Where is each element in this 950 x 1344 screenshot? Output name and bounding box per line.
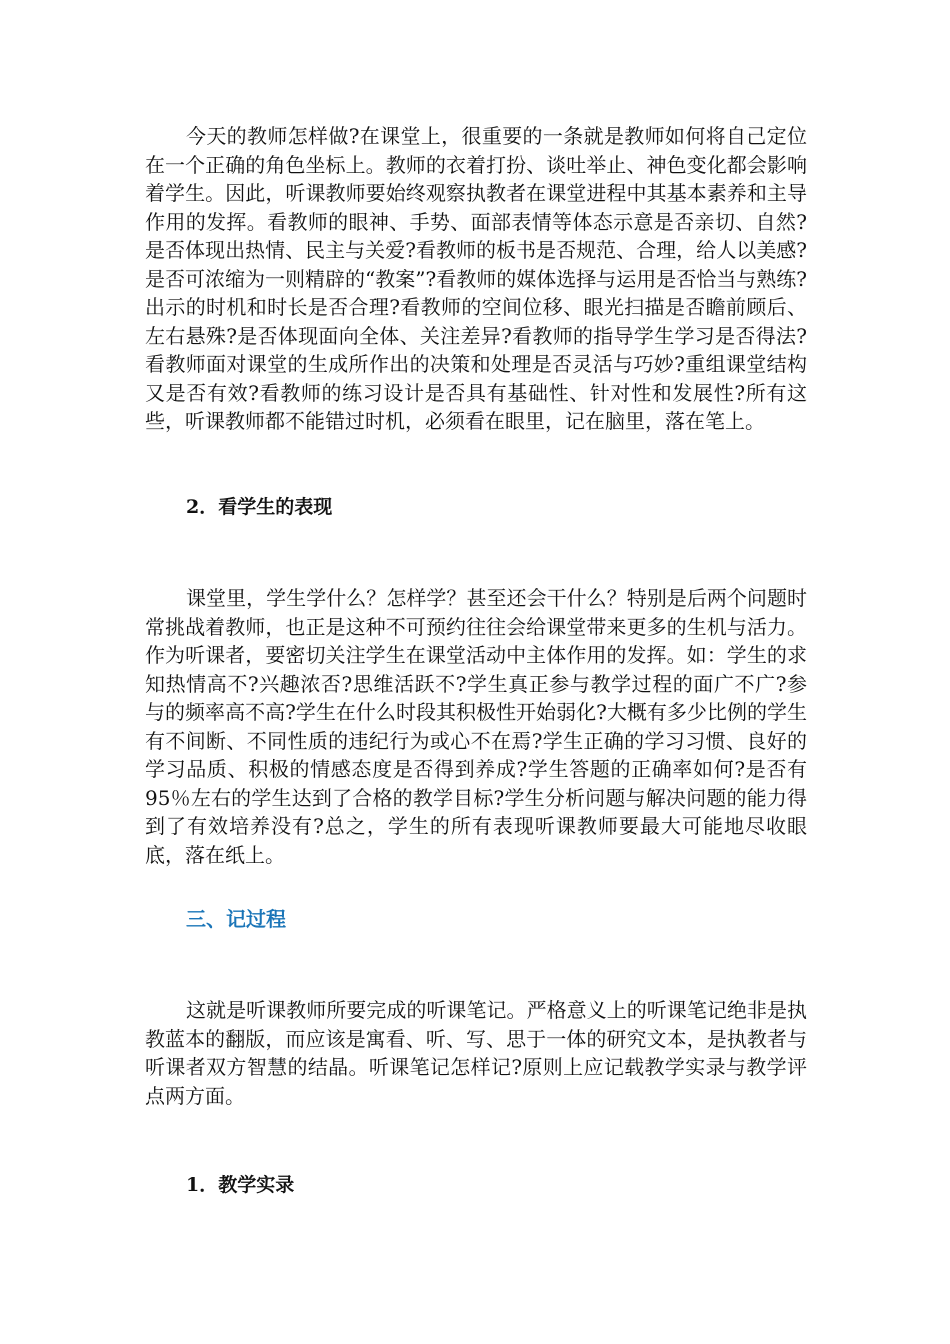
- paragraph-lecture-notes: 这就是听课教师所要完成的听课笔记。严格意义上的听课笔记绝非是执教蓝本的翻版，而应该是寓看、听、写、思于一体的研究文本，是执教者与听课者双方智慧的结晶。听课笔记怎样记?原则上应记载教学实录与教学评点两方面。: [145, 998, 807, 1108]
- section-heading-record-process: 三、记过程: [186, 907, 286, 931]
- subheading-teaching-record: 1．教学实录: [186, 1174, 295, 1196]
- paragraph-teacher-observation: 今天的教师怎样做?在课堂上，很重要的一条就是教师如何将自己定位在一个正确的角色坐标上。教师的衣着打扮、谈吐举止、神色变化都会影响着学生。因此，听课教师要始终观察执教者在课堂进程中其基本素养和主导作用的发挥。看教师的眼神、手势、面部表情等体态示意是否亲切、自然?是否体现出热情、民主与关爱?看教师的板书是否规范、合理，给人以美感?是否可浓缩为一则精辟的“教案”?看教师的媒体选择与运用是否恰当与熟练?出示的时机和时长是否合理?看教师的空间位移、眼光扫描是否瞻前顾后、左右悬殊?是否体现面向全体、关注差异?看教师的指导学生学习是否得法?看教师面对课堂的生成所作出的决策和处理是否灵活与巧妙?重组课堂结构又是否有效?看教师的练习设计是否具有基础性、针对性和发展性?所有这些，听课教师都不能错过时机，必须看在眼里，记在脑里，落在笔上。: [145, 124, 807, 433]
- subheading-student-performance: 2．看学生的表现: [186, 496, 333, 518]
- paragraph-student-observation: 课堂里，学生学什么？怎样学？甚至还会干什么？特别是后两个问题时常挑战着教师，也正是这种不可预约往往会给课堂带来更多的生机与活力。作为听课者，要密切关注学生在课堂活动中主体作用的发挥。如：学生的求知热情高不?兴趣浓否?思维活跃不?学生真正参与教学过程的面广不广?参与的频率高不高?学生在什么时段其积极性开始弱化?大概有多少比例的学生有不间断、不同性质的违纪行为或心不在焉?学生正确的学习习惯、良好的学习品质、积极的情感态度是否得到养成?学生答题的正确率如何?是否有95％左右的学生达到了合格的教学目标?学生分析问题与解决问题的能力得到了有效培养没有?总之，学生的所有表现听课教师要最大可能地尽收眼底，落在纸上。: [145, 586, 807, 867]
